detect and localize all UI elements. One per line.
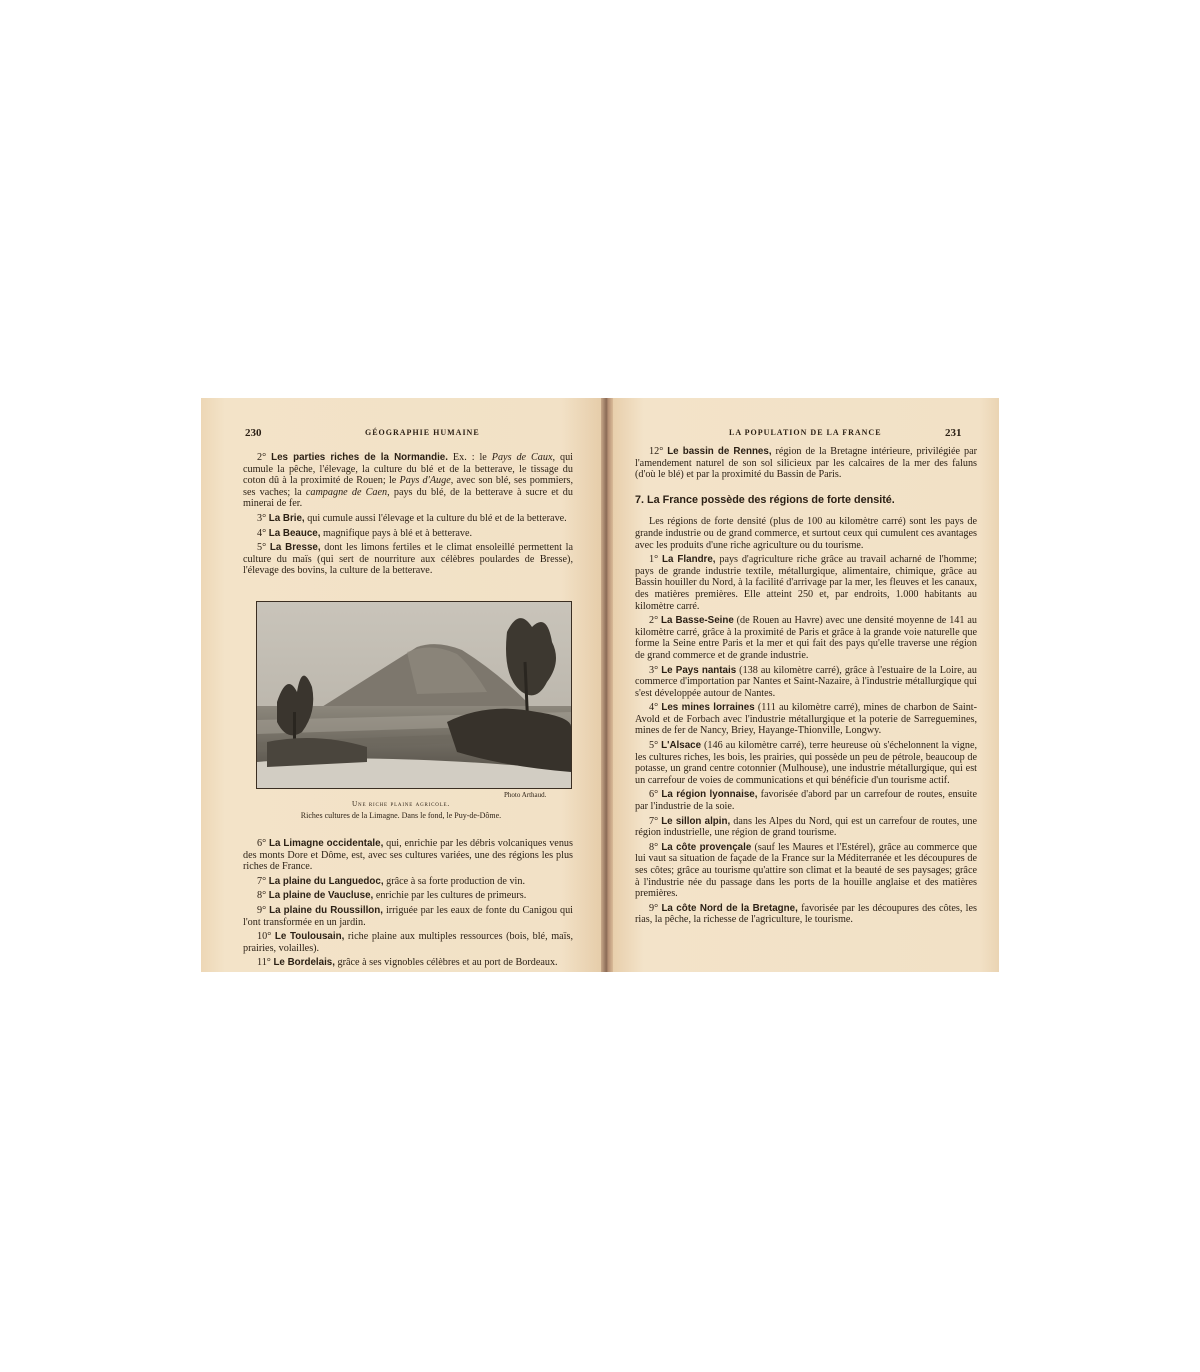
paragraph-text: (138 au kilomètre carré), grâce à l'estuaire de la Loire, au commerce d'importation par Nantes et Saint-Nazaire, à l'industrie métallurgique qui s'est développée autour de Nantes. xyxy=(635,664,977,699)
paragraph-title: Le bassin de Rennes, xyxy=(667,446,772,457)
running-head: GÉOGRAPHIE HUMAINE xyxy=(365,428,480,437)
left-top-text xyxy=(243,452,573,580)
paragraph-list xyxy=(243,452,573,577)
photo-credit: Photo Arthaud. xyxy=(504,791,547,799)
paragraph-title: La Bresse, xyxy=(269,542,321,554)
paragraph-title: Le sillon alpin, xyxy=(661,815,731,827)
paragraph-title: La Brie, xyxy=(268,512,305,524)
paragraph-text: pays d'agriculture riche grâce au travail acharné de l'homme; pays de grande industrie textile, métallurgique, alimentaire, chimique, grâce au Bassin houiller du Nord, à la facilité d'arrivage par la mer, les fleuves et les canaux, des matières premières. Elle atteint 250 et, par endroits, 1.000 habitants au kilomètre carré. xyxy=(635,554,977,612)
paragraph-number: 5° xyxy=(649,740,659,752)
paragraph-list xyxy=(635,554,977,926)
paragraph-text: , qui cumule la pêche, l'élevage, la culture du blé et de la betterave, le tissage du coton dû à la proximité de Rouen; le xyxy=(243,452,574,487)
paragraph xyxy=(635,903,977,926)
paragraph-number: 3° xyxy=(257,512,267,524)
paragraph xyxy=(243,890,573,902)
paragraph xyxy=(635,740,977,786)
paragraph xyxy=(635,842,977,900)
paragraph-text: favorisée d'abord par un carrefour de routes, ensuite par l'industrie de la soie. xyxy=(635,789,977,813)
paragraph-title: Le Bordelais, xyxy=(273,957,335,969)
left-page xyxy=(201,398,601,972)
paragraph-list xyxy=(635,446,977,481)
paragraph-text: qui, enrichie par les débris volcaniques venus des monts Dore et Dôme, est, avec ses cultures variées, une des régions les plus riches de France. xyxy=(243,838,573,873)
right-page xyxy=(613,398,999,972)
paragraph-title: Le Toulousain, xyxy=(274,931,345,943)
photo-image xyxy=(257,602,571,788)
paragraph xyxy=(635,554,977,612)
paragraph-text: magnifique pays à blé et à betterave. xyxy=(320,527,473,539)
page-number: 230 xyxy=(245,427,262,439)
paragraph-text: grâce à sa forte production de vin. xyxy=(383,875,526,887)
paragraph-text: , avec son blé, ses pommiers, ses vaches; la xyxy=(243,475,574,498)
paragraph-number: 11° xyxy=(257,957,271,969)
paragraph xyxy=(243,452,573,510)
paragraph-number: 6° xyxy=(257,838,267,849)
paragraph-text: dans les Alpes du Nord, qui est un carrefour de routes, une région industrielle, une région de grand tourisme. xyxy=(635,815,978,839)
paragraph xyxy=(243,838,573,873)
paragraph-text: irriguée par les eaux de fonte du Canigou qui l'ont transformée en un jardin. xyxy=(243,904,573,928)
caption-title: Une riche plaine agricole. xyxy=(352,800,450,808)
paragraph-title: La plaine de Vaucluse, xyxy=(268,890,374,902)
italic-term: Pays d'Auge xyxy=(399,475,451,487)
paragraph-number: 9° xyxy=(649,902,659,914)
italic-term: Pays de Caux xyxy=(491,452,553,463)
paragraph-number: 7° xyxy=(649,815,659,827)
paragraph xyxy=(635,446,977,481)
paragraph xyxy=(635,816,977,839)
paragraph xyxy=(243,528,573,540)
paragraph xyxy=(635,665,977,700)
paragraph xyxy=(243,957,573,969)
paragraph-text: grâce à ses vignobles célèbres et au port de Bordeaux. xyxy=(334,957,558,969)
paragraph-number: 8° xyxy=(649,841,659,853)
paragraph-title: La côte Nord de la Bretagne, xyxy=(661,902,798,914)
section-heading: 7. La France possède des régions de forte densité. xyxy=(635,493,895,506)
page-number: 231 xyxy=(945,427,962,439)
paragraph xyxy=(635,789,977,812)
book-spread xyxy=(201,398,999,972)
paragraph-text: favorisée par les découpures des côtes, les rias, la pêche, la richesse de l'agriculture, le tourisme. xyxy=(635,902,978,926)
paragraph xyxy=(243,542,573,577)
paragraph-text: (146 au kilomètre carré), terre heureuse où s'échelonnent la vigne, les cultures riches, les bois, les prairies, qui possède un peu de pétrole, beaucoup de potasse, un grand centre cotonnier (Mulhouse), une industrie métallurgique, qui est un carrefour de voies de communications et qui bénéficie d'un tourisme actif. xyxy=(635,740,978,786)
paragraph-title: Les mines lorraines xyxy=(661,702,755,714)
paragraph xyxy=(635,615,977,661)
paragraph-number: 6° xyxy=(649,789,659,801)
paragraph-number: 12° xyxy=(649,446,664,457)
paragraph-number: 7° xyxy=(257,875,267,887)
paragraph xyxy=(243,876,573,888)
paragraph-number: 1° xyxy=(649,554,659,566)
paragraph-number: 9° xyxy=(257,904,267,916)
paragraph-number: 4° xyxy=(649,702,659,714)
paragraph-number: 5° xyxy=(257,542,267,554)
paragraph-text: (de Rouen au Havre) avec une densité moyenne de 141 au kilomètre carré, grâce à la proximité de Paris et grâce à la grande voie naturelle que forme la Seine entre Paris et la mer et qui fait des pays qu'elle traverse une région de grand commerce et de grande industrie. xyxy=(635,615,977,661)
paragraph-text: qui cumule aussi l'élevage et la culture du blé et de la betterave. xyxy=(304,512,567,524)
paragraph-number: 8° xyxy=(257,890,267,902)
paragraph-title: La Flandre, xyxy=(662,554,716,566)
paragraph-title: L'Alsace xyxy=(661,740,702,752)
italic-term: campagne de Caen xyxy=(305,486,388,498)
paragraph-title: Le Pays nantais xyxy=(661,664,737,676)
paragraph-title: La Limagne occidentale, xyxy=(268,838,384,849)
paragraph-text: (111 au kilomètre carré), mines de charbon de Saint-Avold et de Forbach avec l'industrie métallurgique et la poterie de Sarreguemines, mines de fer de Nancy, Briey, Hayange-Thionville, Longwy. xyxy=(635,702,978,737)
paragraph-text: dont les limons fertiles et le climat ensoleillé permettent la culture du maïs (qui sert de nourriture aux célèbres poulardes de Bresse), l'élevage des bovins, la culture de la betterave. xyxy=(243,542,573,577)
paragraph-number: 3° xyxy=(649,664,659,676)
caption-text: Riches cultures de la Limagne. Dans le fond, le Puy-de-Dôme. xyxy=(300,811,502,820)
paragraph xyxy=(243,931,573,954)
paragraph-text: région de la Bretagne intérieure, privilégiée par l'amendement naturel de son sol silicieux par les calcaires de la mer des faluns (d'où le blé) et par la proximité du Bassin de Paris. xyxy=(635,446,977,481)
paragraph-text: (sauf les Maures et l'Estérel), grâce au commerce que lui vaut sa situation de façade de la France sur la Méditerranée et les découpures de ses côtes; grâce au tourisme qu'attire son climat et la beauté de ses paysages; grâce à l'industrie née du passage dans les ports de la houille anglaise et des matières premières. xyxy=(635,841,977,900)
paragraph-title: Les parties riches de la Normandie. xyxy=(271,452,448,463)
paragraph-number: 4° xyxy=(257,527,267,539)
paragraph-text: enrichie par les cultures de primeurs. xyxy=(373,890,527,902)
paragraph-title: La Basse-Seine xyxy=(661,615,734,627)
paragraph-title: La plaine du Languedoc, xyxy=(268,875,384,887)
paragraph-list xyxy=(243,838,573,969)
paragraph xyxy=(635,702,977,737)
left-bottom-text xyxy=(243,838,573,972)
running-head: LA POPULATION DE LA FRANCE xyxy=(729,428,882,437)
paragraph-text: , pays du blé, de la betterave à sucre et du minerai de fer. xyxy=(243,486,573,510)
paragraph xyxy=(243,513,573,525)
right-text xyxy=(635,446,977,929)
paragraph-title: La plaine du Roussillon, xyxy=(269,904,383,916)
paragraph-text: riche plaine aux multiples ressources (bois, blé, maïs, prairies, volailles). xyxy=(243,931,573,954)
paragraph-title: La région lyonnaise, xyxy=(661,789,758,801)
paragraph-title: La Beauce, xyxy=(268,527,321,539)
paragraph-number: 10° xyxy=(257,931,272,943)
paragraph-title: La côte provençale xyxy=(661,841,752,853)
paragraph xyxy=(243,905,573,928)
paragraph-text: Ex. : le xyxy=(447,452,492,463)
paragraph-number: 2° xyxy=(649,615,659,627)
paragraph-number: 2° xyxy=(257,452,267,463)
landscape-photo xyxy=(256,601,572,789)
book-gutter xyxy=(601,398,613,972)
section-intro: Les régions de forte densité (plus de 100 au kilomètre carré) sont les pays de grande industrie ou de grand commerce, et surtout ceux qui cumulent ces avantages avec les produits d'une riche agriculture ou du tourisme. xyxy=(635,516,977,551)
